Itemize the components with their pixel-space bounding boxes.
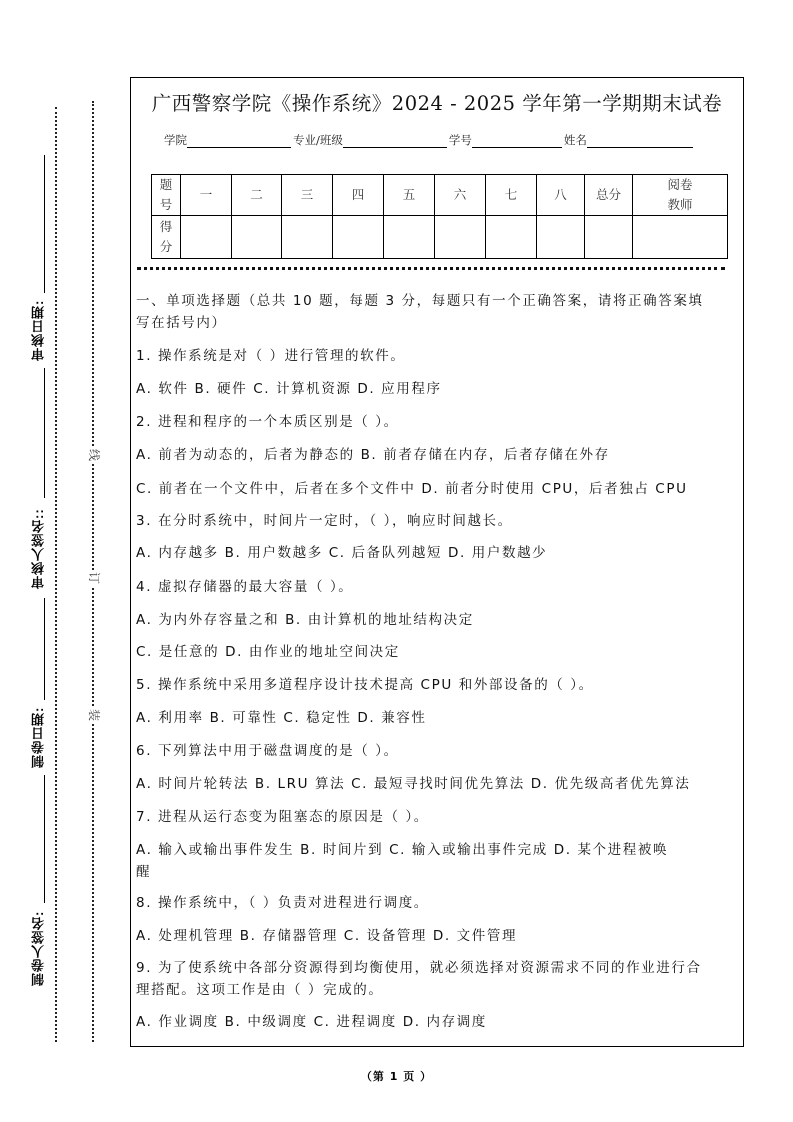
question-9-options: A. 作业调度 B. 中级调度 C. 进程调度 D. 内存调度	[136, 1014, 487, 1030]
seal-dotted-line-inner	[55, 107, 57, 1042]
bind-char-zhuang: 装	[87, 708, 101, 721]
compile-date-underline[interactable]	[44, 598, 45, 700]
exam-title: 广西警察学院《操作系统》2024 - 2025 学年第一学期期末试卷	[151, 92, 723, 115]
score-cell-7[interactable]	[486, 216, 537, 259]
question-8-stem: 8. 操作系统中，（ ）负责对进程进行调度。	[136, 895, 429, 911]
score-cell-6[interactable]	[435, 216, 486, 259]
col-header-6: 六	[435, 175, 486, 216]
college-label: 学院	[164, 133, 187, 147]
review-date-label: 审核日期:	[31, 299, 46, 361]
section-heading-line2: 写在括号内）	[136, 315, 227, 331]
question-9-stem-line2: 理搭配。这项工作是由（ ）完成的。	[136, 982, 384, 998]
col-header-8: 八	[537, 175, 585, 216]
exam-frame	[130, 77, 744, 1047]
question-5-options: A. 利用率 B. 可靠性 C. 稳定性 D. 兼容性	[136, 710, 427, 726]
col-header-grader: 阅卷 教师	[633, 175, 728, 216]
question-7-stem: 7. 进程从运行态变为阻塞态的原因是（ ）。	[136, 809, 429, 825]
question-4-options-cd: C. 是任意的 D. 由作业的地址空间决定	[136, 644, 400, 660]
question-2-options-cd: C. 前者在一个文件中，后者在多个文件中 D. 前者分时使用 CPU，后者独占 CPU	[136, 481, 688, 497]
compiler-signature-label: 制卷人签名:	[31, 910, 46, 986]
question-number-header: 题 号	[152, 175, 181, 216]
col-header-total: 总分	[585, 175, 633, 216]
col-header-4: 四	[333, 175, 384, 216]
reviewer-signature-underline[interactable]	[44, 368, 45, 498]
bind-char-ding: 订	[87, 571, 101, 584]
review-date-underline[interactable]	[44, 155, 45, 293]
score-table-score-row	[152, 216, 728, 259]
score-row-header: 得 分	[152, 216, 181, 259]
page-number: （第 1 页 ）	[360, 1070, 433, 1083]
question-3-options: A. 内存越多 B. 用户数越多 C. 后备队列越短 D. 用户数越少	[136, 545, 548, 561]
question-6-options: A. 时间片轮转法 B. LRU 算法 C. 最短寻找时间优先算法 D. 优先级高者优先算法	[136, 776, 691, 792]
name-label: 姓名	[563, 133, 587, 147]
score-cell-2[interactable]	[232, 216, 282, 259]
college-field[interactable]	[187, 135, 291, 148]
question-4-options-ab: A. 为内外存容量之和 B. 由计算机的地址结构决定	[136, 612, 474, 628]
score-cell-4[interactable]	[333, 216, 384, 259]
score-cell-5[interactable]	[384, 216, 435, 259]
question-8-options: A. 处理机管理 B. 存储器管理 C. 设备管理 D. 文件管理	[136, 928, 518, 944]
compile-date-label: 制卷日期:	[31, 706, 46, 768]
compiler-signature-underline[interactable]	[44, 775, 45, 903]
reviewer-signature-label: 审核人签名::	[31, 508, 46, 590]
col-header-7: 七	[486, 175, 537, 216]
score-cell-8[interactable]	[537, 216, 585, 259]
score-cell-total[interactable]	[585, 216, 633, 259]
question-9-stem-line1: 9. 为了使系统中各部分资源得到均衡使用，就必须选择对资源需求不同的作业进行合	[136, 960, 702, 976]
question-2-options-ab: A. 前者为动态的，后者为静态的 B. 前者存储在内存，后者存储在外存	[136, 447, 610, 463]
col-header-5: 五	[384, 175, 435, 216]
score-cell-grader[interactable]	[633, 216, 728, 259]
score-table-header-row	[152, 175, 728, 216]
major-class-field[interactable]	[343, 135, 447, 148]
student-id-label: 学号	[448, 133, 472, 147]
student-info-row	[164, 132, 695, 148]
col-header-3: 三	[282, 175, 333, 216]
question-4-stem: 4. 虚拟存储器的最大容量（ ）。	[136, 579, 354, 595]
col-header-1: 一	[181, 175, 232, 216]
dotted-separator	[137, 267, 725, 270]
score-cell-1[interactable]	[181, 216, 232, 259]
score-cell-3[interactable]	[282, 216, 333, 259]
question-7-options-line2: 醒	[136, 864, 152, 880]
question-1-stem: 1. 操作系统是对（ ）进行管理的软件。	[136, 348, 406, 364]
question-2-stem: 2. 进程和程序的一个本质区别是（ ）。	[136, 414, 399, 430]
major-class-label: 专业/班级	[293, 133, 343, 147]
section-heading-line1: 一、单项选择题（总共 10 题，每题 3 分，每题只有一个正确答案，请将正确答案填	[136, 293, 704, 309]
question-1-options: A. 软件 B. 硬件 C. 计算机资源 D. 应用程序	[136, 381, 442, 397]
question-3-stem: 3. 在分时系统中，时间片一定时，（ ），响应时间越长。	[136, 513, 513, 529]
question-6-stem: 6. 下列算法中用于磁盘调度的是（ ）。	[136, 743, 399, 759]
question-5-stem: 5. 操作系统中采用多道程序设计技术提高 CPU 和外部设备的（ ）。	[136, 677, 594, 693]
col-header-2: 二	[232, 175, 282, 216]
student-id-field[interactable]	[472, 135, 562, 148]
name-field[interactable]	[587, 135, 693, 148]
bind-char-xian: 线	[87, 448, 101, 461]
question-7-options-line1: A. 输入或输出事件发生 B. 时间片到 C. 输入或输出事件完成 D. 某个进程被唤	[136, 842, 669, 858]
score-table	[151, 174, 728, 259]
